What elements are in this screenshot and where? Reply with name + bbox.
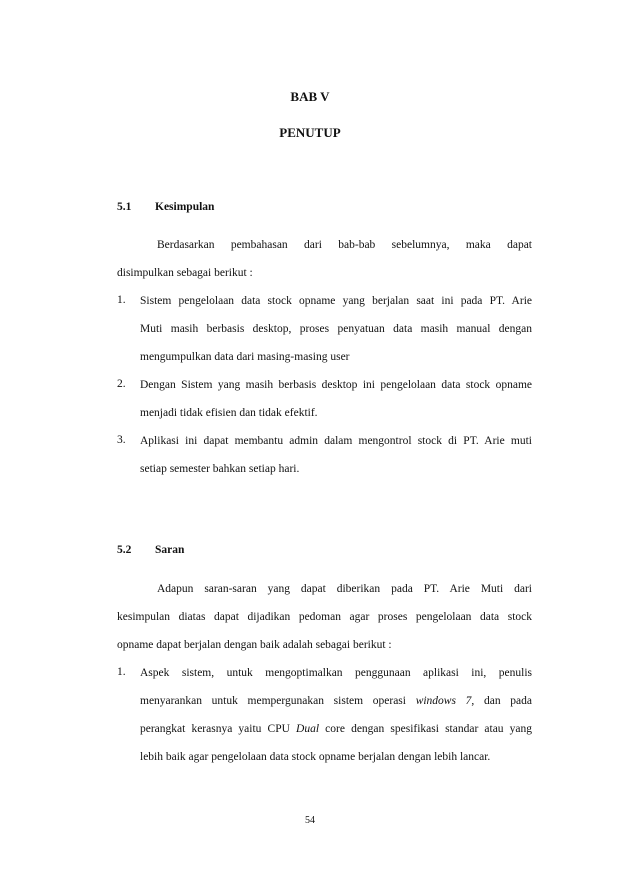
conclusion-item-3-line2: setiap semester bahkan setiap hari. xyxy=(140,463,300,475)
conclusion-item-2-number: 2. xyxy=(117,378,126,390)
suggestion-item-1-line3 xyxy=(140,715,532,743)
suggestion-item-1-number: 1. xyxy=(117,666,126,678)
suggestion-line3-text-a: perangkat kerasnya yaitu CPU xyxy=(140,723,290,735)
suggestion-item-1-line2 xyxy=(140,687,532,715)
suggestion-item-1-line4: lebih baik agar pengelolaan data stock opname berjalan dengan lebih lancar. xyxy=(140,751,491,763)
chapter-number: BAB V xyxy=(290,89,330,104)
suggestion-line3-italic: Dual xyxy=(296,723,320,735)
section-2-title: Saran xyxy=(155,544,185,556)
section-2-intro-line2: kesimpulan diatas dapat dijadikan pedoman agar proses pengelolaan data stock xyxy=(117,611,532,623)
conclusion-item-2-line1: Dengan Sistem yang masih berbasis desktop ini pengelolaan data stock opname xyxy=(140,379,532,391)
conclusion-item-1-line2: Muti masih berbasis desktop, proses penyatuan data masih manual dengan xyxy=(140,323,532,335)
conclusion-item-1-number: 1. xyxy=(117,294,126,306)
suggestion-line2-italic: windows 7 xyxy=(415,695,472,707)
suggestion-line2-text-a: menyarankan untuk mempergunakan sistem operasi xyxy=(140,695,406,707)
suggestion-line3-text-b: core dengan spesifikasi standar atau yang xyxy=(325,723,533,735)
section-1-number: 5.1 xyxy=(117,201,132,213)
chapter-title: PENUTUP xyxy=(279,125,341,140)
section-2-intro-line1: Adapun saran-saran yang dapat diberikan pada PT. Arie Muti dari xyxy=(157,583,532,595)
conclusion-item-1-line1: Sistem pengelolaan data stock opname yang berjalan saat ini pada PT. Arie xyxy=(140,295,532,307)
section-2-intro-line3: opname dapat berjalan dengan baik adalah sebagai berikut : xyxy=(117,639,392,651)
section-1-intro-line2: disimpulkan sebagai berikut : xyxy=(117,267,253,279)
suggestion-line2-text-b: , dan pada xyxy=(471,695,532,707)
suggestion-item-1-line1: Aspek sistem, untuk mengoptimalkan penggunaan aplikasi ini, penulis xyxy=(140,667,532,679)
conclusion-item-3-line1: Aplikasi ini dapat membantu admin dalam mengontrol stock di PT. Arie muti xyxy=(140,435,532,447)
page-number: 54 xyxy=(305,815,315,826)
conclusion-item-3-number: 3. xyxy=(117,434,126,446)
section-1-title: Kesimpulan xyxy=(155,201,215,213)
conclusion-item-2-line2: menjadi tidak efisien dan tidak efektif. xyxy=(140,407,318,419)
section-2-number: 5.2 xyxy=(117,544,132,556)
section-1-intro-line1: Berdasarkan pembahasan dari bab-bab sebelumnya, maka dapat xyxy=(157,239,532,251)
conclusion-item-1-line3: mengumpulkan data dari masing-masing user xyxy=(140,351,350,363)
